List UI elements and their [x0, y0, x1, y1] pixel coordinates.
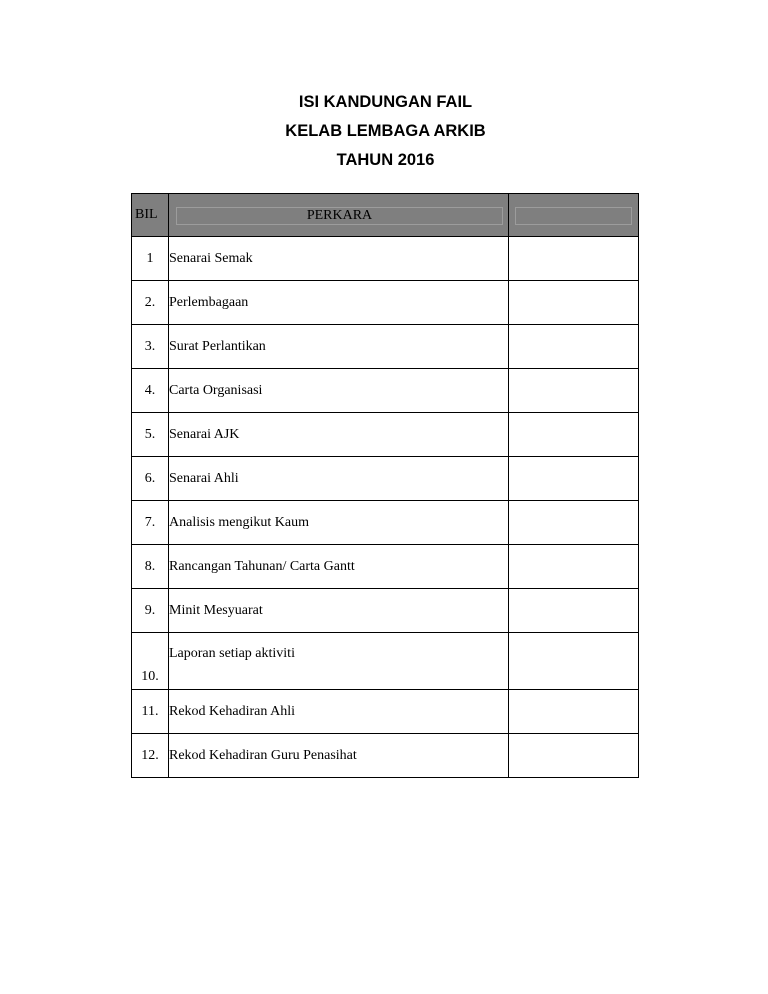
header-extra-label	[515, 207, 632, 225]
perkara-cell: Minit Mesyuarat	[169, 589, 509, 633]
header-perkara-label: PERKARA	[176, 207, 503, 225]
bil-cell: 4.	[132, 369, 169, 413]
bil-cell: 6.	[132, 457, 169, 501]
bil-cell: 8.	[132, 545, 169, 589]
table-row	[132, 281, 639, 325]
extra-cell	[509, 734, 639, 778]
header-extra	[509, 194, 639, 237]
bil-cell: 7.	[132, 501, 169, 545]
perkara-cell: Rekod Kehadiran Guru Penasihat	[169, 734, 509, 778]
contents-table	[131, 193, 639, 778]
extra-cell	[509, 325, 639, 369]
extra-cell	[509, 501, 639, 545]
perkara-cell: Rancangan Tahunan/ Carta Gantt	[169, 545, 509, 589]
table-row	[132, 501, 639, 545]
extra-cell	[509, 457, 639, 501]
title-line-1: ISI KANDUNGAN FAIL	[298, 93, 473, 111]
perkara-cell: Carta Organisasi	[169, 369, 509, 413]
title-line-3: TAHUN 2016	[336, 151, 435, 169]
bil-cell: 11.	[132, 690, 169, 734]
extra-cell	[509, 281, 639, 325]
table-header-row	[132, 194, 639, 237]
extra-cell	[509, 369, 639, 413]
header-perkara	[169, 194, 509, 237]
bil-cell: 9.	[132, 589, 169, 633]
document-title	[0, 88, 768, 175]
table-row	[132, 325, 639, 369]
perkara-cell: Senarai Semak	[169, 237, 509, 281]
perkara-cell: Perlembagaan	[169, 281, 509, 325]
bil-cell: 2.	[132, 281, 169, 325]
bil-cell: 1	[132, 237, 169, 281]
table-row	[132, 545, 639, 589]
extra-cell	[509, 545, 639, 589]
perkara-cell: Analisis mengikut Kaum	[169, 501, 509, 545]
title-line-2: KELAB LEMBAGA ARKIB	[285, 122, 486, 140]
extra-cell	[509, 413, 639, 457]
table-row	[132, 589, 639, 633]
extra-cell	[509, 690, 639, 734]
bil-cell: 3.	[132, 325, 169, 369]
perkara-cell: Laporan setiap aktiviti	[169, 633, 509, 690]
perkara-cell: Senarai AJK	[169, 413, 509, 457]
bil-cell: 5.	[132, 413, 169, 457]
perkara-cell: Senarai Ahli	[169, 457, 509, 501]
table-row	[132, 237, 639, 281]
table-row	[132, 734, 639, 778]
bil-cell: 10.	[132, 633, 169, 690]
table-row	[132, 690, 639, 734]
bil-cell: 12.	[132, 734, 169, 778]
perkara-cell: Surat Perlantikan	[169, 325, 509, 369]
table-row	[132, 369, 639, 413]
extra-cell	[509, 237, 639, 281]
extra-cell	[509, 633, 639, 690]
header-bil	[132, 194, 169, 237]
table-row	[132, 457, 639, 501]
perkara-cell: Rekod Kehadiran Ahli	[169, 690, 509, 734]
table-row	[132, 633, 639, 690]
extra-cell	[509, 589, 639, 633]
table-row	[132, 413, 639, 457]
header-bil-label: BIL	[135, 207, 158, 222]
